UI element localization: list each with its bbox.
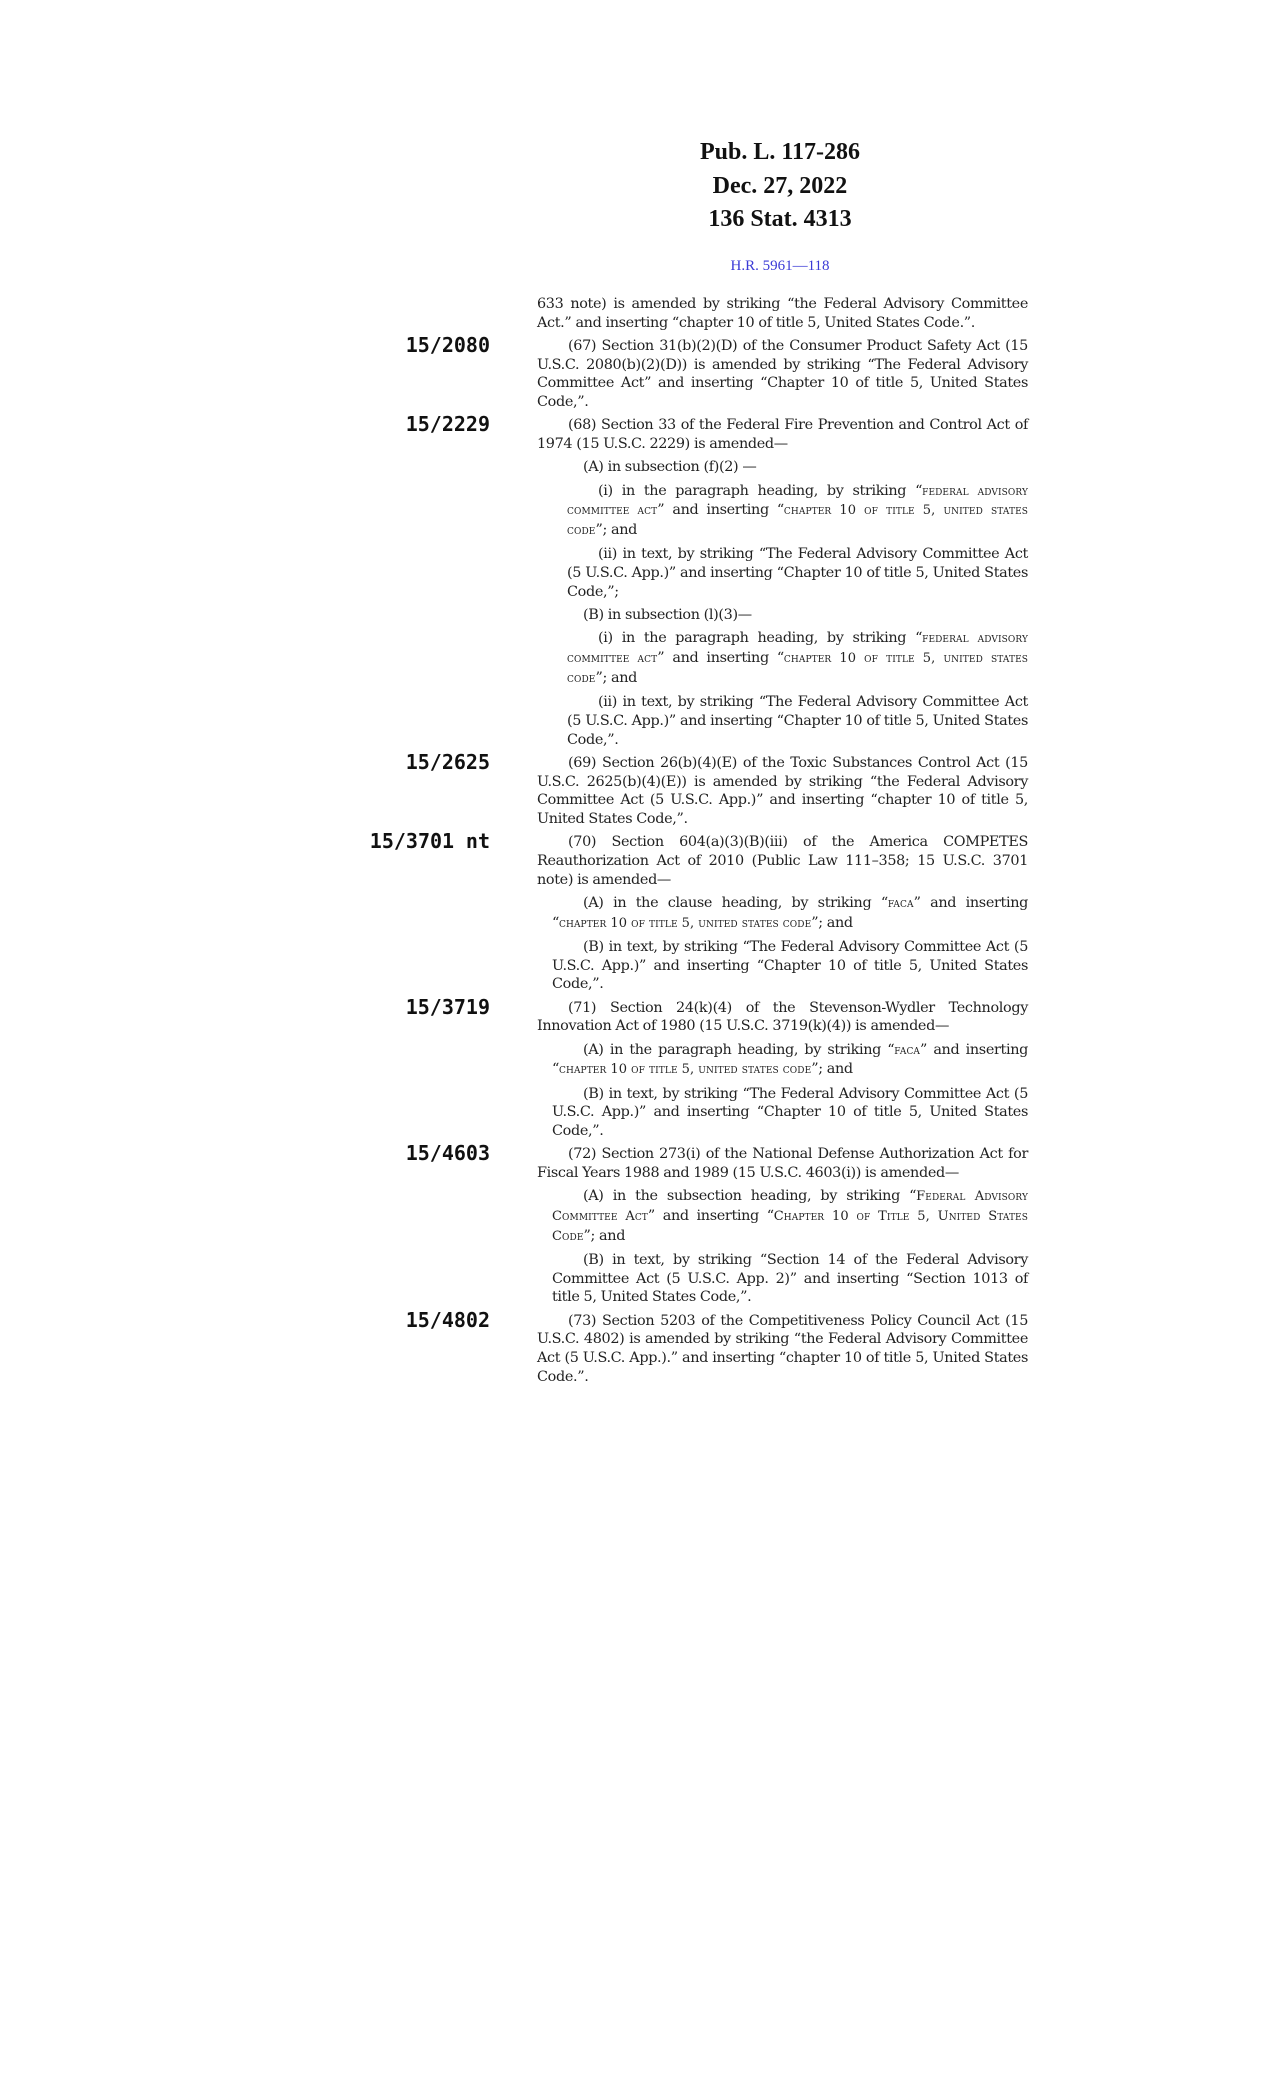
statute-citation: 136 Stat. 4313 <box>708 206 852 232</box>
margin-citation: 15/3719 <box>405 994 490 1019</box>
paragraph-text: (i) in the paragraph heading, by striking “ <box>598 482 923 499</box>
paragraph <box>552 894 1028 933</box>
paragraph <box>552 938 1028 994</box>
paragraph-text: ” and inserting “ <box>552 1041 1028 1078</box>
paragraph-text: ” and inserting “ <box>657 502 784 519</box>
paragraph-text: (67) Section 31(b)(2)(D) of the Consumer Product Safety Act (15 U.S.C. 2080(b)(2)(D)) is amended by striking “The Federal Advisory Committee Act” and inserting “Chapter 10 of title 5, United States Code,”. <box>537 338 1028 411</box>
paragraph-text: ”; and <box>595 522 637 539</box>
small-caps-text: chapter 10 of title 5, united states code <box>559 1062 812 1078</box>
small-caps-text: chapter 10 of title 5, united states code <box>567 503 1029 539</box>
public-law-number: Pub. L. 117-286 <box>699 139 861 165</box>
paragraph-text: (71) Section 24(k)(4) of the Stevenson-Wydler Technology Innovation Act of 1980 (15 U.S.C. 3719(k)(4)) is amended— <box>537 999 1028 1035</box>
paragraph-text: (A) in subsection (f)(2) — <box>583 459 757 476</box>
paragraph-text: (i) in the paragraph heading, by striking “ <box>598 630 923 647</box>
paragraph <box>405 1141 1028 1182</box>
paragraph-text: (B) in subsection (l)(3)— <box>583 607 752 624</box>
enactment-date: Dec. 27, 2022 <box>712 172 848 199</box>
paragraph-text: (B) in text, by striking “Section 14 of the Federal Advisory Committee Act (5 U.S.C. App. 2)” and inserting “Section 1013 of title 5, United States Code,”. <box>552 1252 1028 1306</box>
margin-citation: 15/3701 nt <box>369 829 490 854</box>
paragraph <box>567 545 1028 601</box>
paragraph <box>567 693 1028 749</box>
margin-citation: 15/2229 <box>405 412 490 437</box>
document-body <box>0 295 1273 1391</box>
paragraph-text: ”; and <box>595 669 637 686</box>
paragraph-text: ” and inserting “ <box>552 894 1028 931</box>
paragraph-text: (B) in text, by striking “The Federal Advisory Committee Act (5 U.S.C. App.)” and inserting “Chapter 10 of title 5, United States Code,”. <box>552 1085 1028 1140</box>
paragraph-text: (69) Section 26(b)(4)(E) of the Toxic Substances Control Act (15 U.S.C. 2625(b)(4)(E)) is amended by striking “the Federal Advisory Committee Act (5 U.S.C. App.)” and inserting “chapter 10 of title 5, United States Code,”. <box>537 754 1028 827</box>
paragraph-text: ” and inserting “ <box>657 650 784 667</box>
paragraph-text: (68) Section 33 of the Federal Fire Prevention and Control Act of 1974 (15 U.S.C. 2229) is amended— <box>537 417 1028 453</box>
paragraph-text: (ii) in text, by striking “The Federal Advisory Committee Act (5 U.S.C. App.)” and inserting “Chapter 10 of title 5, United States Code,”. <box>567 694 1028 748</box>
paragraph <box>537 295 1028 332</box>
paragraph <box>552 1085 1028 1141</box>
paragraph-text: ”; and <box>811 1061 853 1078</box>
paragraph-text: 633 note) is amended by striking “the Federal Advisory Committee Act.” and inserting “chapter 10 of title 5, United States Code.”. <box>537 296 1028 331</box>
paragraph-text: (A) in the paragraph heading, by striking “ <box>583 1041 895 1058</box>
small-caps-text: chapter 10 of title 5, united states code <box>567 651 1029 686</box>
margin-citation: 15/2625 <box>405 749 490 774</box>
small-caps-text: federal advisory committee act <box>567 631 1028 667</box>
paragraph <box>405 412 1028 453</box>
small-caps-text: faca <box>887 895 914 911</box>
paragraph <box>405 749 1028 829</box>
paragraph-text: (70) Section 604(a)(3)(B)(iii) of the America COMPETES Reauthorization Act of 2010 (Public Law 111–358; 15 U.S.C. 3701 note) is amended— <box>537 834 1028 888</box>
small-caps-text: faca <box>894 1042 921 1058</box>
small-caps-text: Federal Advisory Committee Act <box>552 1189 1028 1225</box>
small-caps-text: federal advisory committee act <box>567 483 1028 519</box>
paragraph-text: (B) in text, by striking “The Federal Advisory Committee Act (5 U.S.C. App.)” and inserting “Chapter 10 of title 5, United States Code,”. <box>552 938 1028 993</box>
page-header <box>640 136 920 237</box>
small-caps-text: chapter 10 of title 5, united states code <box>559 915 812 931</box>
paragraph-text: ” and inserting “ <box>647 1208 774 1225</box>
paragraph-text: (73) Section 5203 of the Competitiveness Policy Council Act (15 U.S.C. 4802) is amended by striking “the Federal Advisory Committee Act (5 U.S.C. App.).” and inserting “chapter 10 of title 5, United States Code.”. <box>537 1312 1028 1385</box>
paragraph <box>567 629 1028 688</box>
margin-citation: 15/4603 <box>405 1141 490 1166</box>
paragraph <box>552 606 1028 625</box>
paragraph-text: ”; and <box>583 1227 626 1244</box>
paragraph <box>405 333 1028 412</box>
paragraph-text: (ii) in text, by striking “The Federal Advisory Committee Act (5 U.S.C. App.)” and inserting “Chapter 10 of title 5, United States Code,”; <box>567 546 1028 600</box>
paragraph <box>369 829 1028 889</box>
small-caps-text: Chapter 10 of Title 5, United States Code <box>552 1209 1028 1244</box>
paragraph <box>552 1251 1028 1307</box>
paragraph <box>552 458 1028 477</box>
paragraph-text: ”; and <box>811 914 853 931</box>
paragraph-text: (A) in the subsection heading, by striking “ <box>583 1188 917 1205</box>
bill-reference: H.R. 5961—118 <box>730 258 830 274</box>
paragraph <box>552 1187 1028 1246</box>
paragraph <box>405 1307 1028 1387</box>
paragraph <box>405 994 1028 1036</box>
margin-citation: 15/2080 <box>405 333 490 357</box>
margin-citation: 15/4802 <box>405 1307 490 1332</box>
paragraph-text: (A) in the clause heading, by striking “ <box>583 894 888 911</box>
paragraph <box>552 1041 1028 1080</box>
paragraph <box>567 482 1028 541</box>
paragraph-text: (72) Section 273(i) of the National Defense Authorization Act for Fiscal Years 1988 and 1989 (15 U.S.C. 4603(i)) is amended— <box>537 1146 1028 1182</box>
